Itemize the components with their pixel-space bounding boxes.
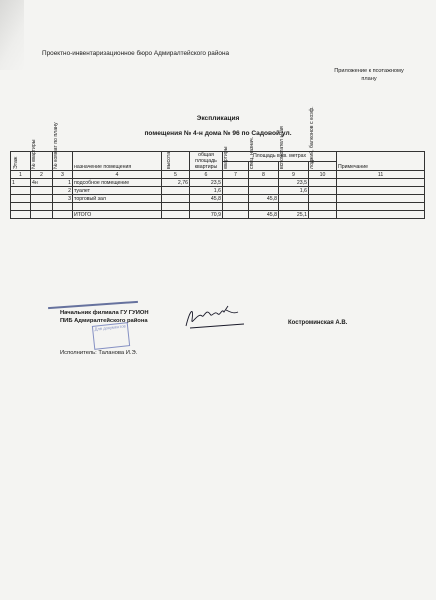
attachment-note: Приложение к поэтажному плану (334, 68, 404, 82)
cell-loggia (309, 187, 337, 195)
col-number: 7 (223, 171, 249, 179)
cell-loggia (309, 195, 337, 203)
col-header-floor: Этаж (11, 152, 31, 171)
cell-total: 23,5 (190, 179, 223, 187)
cell-auxiliary: 23,5 (279, 179, 309, 187)
cell-room: 2 (53, 187, 73, 195)
col-header-special: спец. назнач. (249, 161, 279, 171)
cell-height (162, 211, 190, 219)
header-row-group (11, 152, 425, 162)
col-number: 1 (11, 171, 31, 179)
cell-height (162, 195, 190, 203)
chief-signature-block (60, 310, 149, 325)
document-subtitle: помещения № 4-н дома № 96 по Садовой ул. (144, 130, 292, 137)
cell-special: 45,8 (249, 211, 279, 219)
document-title: Экспликация (196, 115, 240, 122)
col-number: 9 (279, 171, 309, 179)
cell-notes (337, 203, 425, 211)
table-row (11, 187, 425, 195)
cell-name: ИТОГО (73, 211, 162, 219)
cell-apartments (223, 187, 249, 195)
cell-total: 70,9 (190, 211, 223, 219)
cell-auxiliary (279, 195, 309, 203)
organization-header: Проектно-инвентаризационное бюро Адмиралтейского района (42, 50, 230, 57)
col-number: 6 (190, 171, 223, 179)
col-header-loggias: лоджий, балконов с коэф. (309, 161, 337, 171)
cell-notes (337, 187, 425, 195)
cell-auxiliary: 25,1 (279, 211, 309, 219)
col-header-height: высота (162, 152, 190, 171)
table-row (11, 203, 425, 211)
cell-floor (11, 187, 31, 195)
cell-apt: 4н (31, 179, 53, 187)
cell-height (162, 187, 190, 195)
cell-auxiliary (279, 203, 309, 211)
cell-loggia (309, 203, 337, 211)
cell-total (190, 203, 223, 211)
cell-apt (31, 203, 53, 211)
cell-apartments (223, 179, 249, 187)
cell-room: 1 (53, 179, 73, 187)
cell-total: 45,8 (190, 195, 223, 203)
page-fold-shadow (0, 0, 24, 70)
cell-floor (11, 203, 31, 211)
cell-height: 2,76 (162, 179, 190, 187)
executor-line: Исполнитель: Таланова И.Э. (60, 350, 138, 356)
cell-special (249, 203, 279, 211)
col-number: 10 (309, 171, 337, 179)
table-row (11, 179, 425, 187)
cell-special (249, 187, 279, 195)
cell-special: 45,8 (249, 195, 279, 203)
cell-floor (11, 211, 31, 219)
col-header-notes: Примечание (337, 152, 425, 171)
cell-apt (31, 211, 53, 219)
cell-apartments (223, 203, 249, 211)
col-header-apartments: квартиры (223, 161, 249, 171)
cell-total: 1,6 (190, 187, 223, 195)
chief-title-line: Начальник филиала ГУ ГУИОН (60, 310, 149, 316)
cell-notes (337, 195, 425, 203)
cell-name: туалет (73, 187, 162, 195)
cell-apt (31, 195, 53, 203)
cell-name: подсобное помещение (73, 179, 162, 187)
col-number: 8 (249, 171, 279, 179)
cell-special (249, 179, 279, 187)
cell-floor: 1 (11, 179, 31, 187)
col-number: 11 (337, 171, 425, 179)
col-header-auxiliary: вспомогател ьная (279, 161, 309, 171)
chief-title-line: ПИБ Адмиралтейского района (60, 317, 148, 324)
cell-height (162, 203, 190, 211)
cell-apartments (223, 211, 249, 219)
col-header-room-name: назначение помещения (73, 152, 162, 171)
col-number: 4 (73, 171, 162, 179)
col-header-room-no: № комнат по плану (53, 152, 73, 171)
stamp-ink-line (48, 301, 138, 309)
cell-room: 3 (53, 195, 73, 203)
cell-auxiliary: 1,6 (279, 187, 309, 195)
cell-name (73, 203, 162, 211)
area-group-header: Площадь в кв. метрах (223, 152, 337, 162)
col-header-total-area: общая площадь квартиры (190, 152, 223, 171)
cell-apt (31, 187, 53, 195)
column-number-row (11, 171, 425, 179)
cell-room (53, 211, 73, 219)
col-number: 2 (31, 171, 53, 179)
cell-notes (337, 179, 425, 187)
cell-notes (337, 211, 425, 219)
cell-room (53, 203, 73, 211)
handwritten-signature (182, 302, 252, 332)
col-number: 3 (53, 171, 73, 179)
col-number: 5 (162, 171, 190, 179)
total-row (11, 211, 425, 219)
table-row (11, 195, 425, 203)
stamp: Для документов (92, 322, 130, 350)
cell-loggia (309, 211, 337, 219)
signer-name: Костроминская А.В. (288, 320, 348, 326)
cell-floor (11, 195, 31, 203)
cell-loggia (309, 179, 337, 187)
cell-name: торговый зал (73, 195, 162, 203)
col-header-apt: № квартиры (31, 152, 53, 171)
cell-apartments (223, 195, 249, 203)
